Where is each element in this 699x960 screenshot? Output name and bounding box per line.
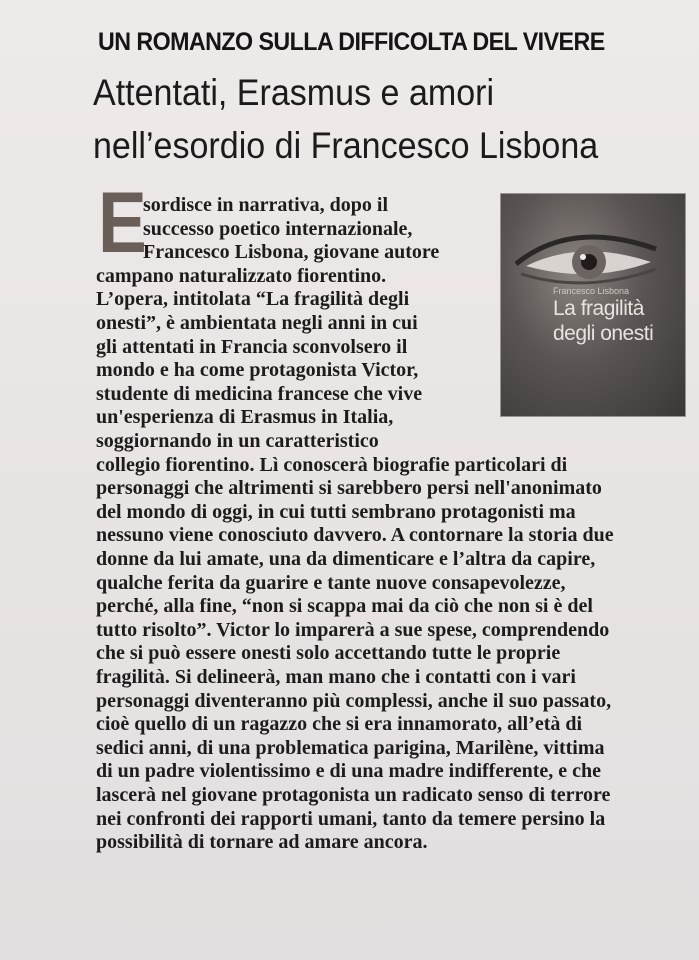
- article-line: personaggi che altrimenti si sarebbero persi nell'anonimato: [96, 477, 602, 500]
- article-line: sordisce in narrativa, dopo il: [143, 194, 389, 216]
- article-line: perché, alla fine, “non si scappa mai da ciò che non si è del: [96, 595, 593, 618]
- cover-author: Francesco Lisbona: [553, 286, 630, 296]
- article-line: donne da lui amate, una da dimenticare e l’altra da capire,: [96, 548, 596, 570]
- article-line: personaggi diventeranno più complessi, anche il suo passato,: [96, 689, 612, 712]
- article-line: fragilità. Si delineerà, man mano che i contatti con i vari: [96, 666, 576, 688]
- article-line: L’opera, intitolata “La fragilità degli: [96, 288, 410, 311]
- cover-title-line-1: La fragilità: [553, 297, 644, 320]
- article-kicker: UN ROMANZO SULLA DIFFICOLTA DEL VIVERE: [98, 28, 605, 56]
- article-line: gli attentati in Francia sconvolsero il: [96, 335, 408, 358]
- drop-cap: E: [98, 175, 147, 271]
- article-line: possibilità di tornare ad amare ancora.: [96, 831, 428, 854]
- article-line: cioè quello di un ragazzo che si era innamorato, all’età di: [96, 713, 583, 736]
- cover-title-line-2: degli onesti: [553, 322, 654, 345]
- article-line: studente di medicina francese che vive: [96, 382, 423, 405]
- article-line: successo poetico internazionale,: [143, 217, 413, 240]
- article-line: qualche ferita da guarire e tante nuove consapevolezze,: [96, 571, 566, 594]
- article-line: nessuno viene conosciuto davvero. A contornare la storia due: [96, 524, 614, 547]
- article-line: sedici anni, di una problematica parigina, Marilène, vittima: [96, 736, 605, 759]
- article-line: onesti”, è ambientata negli anni in cui: [96, 312, 418, 334]
- article-line: un'esperienza di Erasmus in Italia,: [96, 406, 394, 429]
- article-line: mondo e ha come protagonista Victor,: [96, 359, 419, 382]
- article-line: tutto risolto”. Victor lo imparerà a sue spese, comprendendo: [96, 618, 610, 641]
- article-line: lascerà nel giovane protagonista un radicato senso di terrore: [96, 784, 611, 806]
- article-line: campano naturalizzato fiorentino.: [96, 264, 387, 287]
- headline-line-1: Attentati, Erasmus e amori: [93, 72, 495, 113]
- article-line: nei confronti dei rapporti umani, tanto da temere persino la: [96, 807, 606, 830]
- book-cover-image: [500, 193, 686, 417]
- article-headline: [93, 66, 645, 172]
- article-line: del mondo di oggi, in cui tutti sembrano protagonisti ma: [96, 500, 576, 523]
- article-line: collegio fiorentino. Lì conoscerà biografie particolari di: [96, 453, 568, 476]
- article-line: di un padre violentissimo e di una madre indifferente, e che: [96, 760, 602, 783]
- article-line: Francesco Lisbona, giovane autore: [143, 241, 440, 264]
- eye-illustration: [511, 214, 661, 294]
- headline-line-2: nell’esordio di Francesco Lisbona: [93, 125, 599, 166]
- article-line: che si può essere onesti solo accettando tutte le proprie: [96, 642, 561, 665]
- article-line: soggiornando in un caratteristico: [96, 430, 379, 452]
